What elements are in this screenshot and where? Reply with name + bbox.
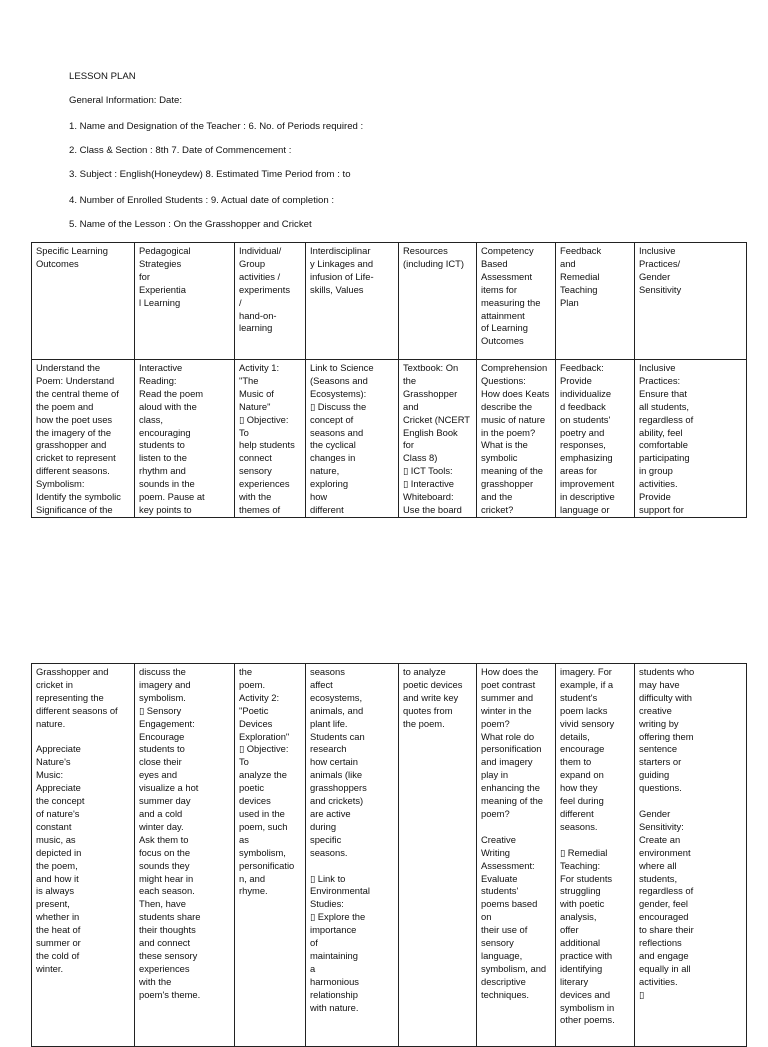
column-header: Resources (including ICT) (399, 243, 477, 360)
general-info: General Information: Date: (69, 95, 183, 106)
table-cell: Textbook: On the Grasshopper and Cricket (NCERT English Book for Class 8) ▯ ICT Tools: ▯ Interactive Whiteboard: Use the board (399, 360, 477, 518)
info-line: 1. Name and Designation of the Teacher : 6. No. of Periods required : (69, 121, 364, 132)
table-row (32, 360, 747, 518)
table-cell: Grasshopper and cricket in representing the different seasons of nature. Appreciate Nature's Music: Appreciate the concept of nature's constant music, as depicted in the poem, and how it is always present, whether in the heat of summer or the cold of winter. (32, 664, 135, 1047)
table-cell: discuss the imagery and symbolism. ▯ Sensory Engagement: Encourage students to close their eyes and visualize a hot summer day and a cold winter day. Ask them to focus on the sounds they might hear in each season. Then, have students share their thoughts and connect these sensory experiences with the poem's theme. (135, 664, 235, 1047)
column-header: Pedagogical Strategies for Experientia l Learning (135, 243, 235, 360)
column-header: Individual/ Group activities / experiments / hand-on- learning (235, 243, 306, 360)
table-cell: Comprehension Questions: How does Keats describe the music of nature in the poem? What is the symbolic meaning of the grasshopper and the cricket? (477, 360, 556, 518)
table-cell: Feedback: Provide individualize d feedback on students' poetry and responses, emphasizing areas for improvement in descriptive language or (556, 360, 635, 518)
info-line: 3. Subject : English(Honeydew) 8. Estimated Time Period from : to (69, 169, 351, 180)
column-header: Feedback and Remedial Teaching Plan (556, 243, 635, 360)
column-header: Inclusive Practices/ Gender Sensitivity (635, 243, 747, 360)
table-cell: imagery. For example, if a student's poem lacks vivid sensory details, encourage them to expand on how they feel during different seasons. ▯ Remedial Teaching: For students struggling with poetic analysis, offer additional practice with identifying literary devices and symbolism in other poems. (556, 664, 635, 1047)
table-cell: to analyze poetic devices and write key quotes from the poem. (399, 664, 477, 1047)
info-line: 2. Class & Section : 8th 7. Date of Commencement : (69, 145, 292, 156)
lesson-plan-table-continued (31, 663, 747, 1047)
column-header: Interdisciplinar y Linkages and infusion of Life- skills, Values (306, 243, 399, 360)
column-header: Competency Based Assessment items for measuring the attainment of Learning Outcomes (477, 243, 556, 360)
info-line: 5. Name of the Lesson : On the Grasshopper and Cricket (69, 219, 312, 230)
table-header-row (32, 243, 747, 360)
table-cell: Activity 1: "The Music of Nature" ▯ Objective: To help students connect sensory experiences with the themes of (235, 360, 306, 518)
table-cell: How does the poet contrast summer and winter in the poem? What role do personification and imagery play in enhancing the meaning of the poem? Creative Writing Assessment: Evaluate students' poems based on their use of sensory language, symbolism, and descriptive techniques. (477, 664, 556, 1047)
doc-title: LESSON PLAN (69, 71, 136, 82)
table-cell: seasons affect ecosystems, animals, and plant life. Students can research how certain animals (like grasshoppers and crickets) are active during specific seasons. ▯ Link to Environmental Studies: ▯ Explore the importance of maintaining a harmonious relationship with nature. (306, 664, 399, 1047)
table-cell: Link to Science (Seasons and Ecosystems): ▯ Discuss the concept of seasons and the cyclical changes in nature, exploring how different (306, 360, 399, 518)
column-header: Specific Learning Outcomes (32, 243, 135, 360)
lesson-plan-table (31, 242, 747, 518)
table-cell: Understand the Poem: Understand the central theme of the poem and how the poet uses the imagery of the grasshopper and cricket to represent different seasons. Symbolism: Identify the symbolic Significance of the (32, 360, 135, 518)
table-cell: Inclusive Practices: Ensure that all students, regardless of ability, feel comfortable participating in group activities. Provide support for (635, 360, 747, 518)
table-row (32, 664, 747, 1047)
table-cell: Interactive Reading: Read the poem aloud with the class, encouraging students to listen to the rhythm and sounds in the poem. Pause at key points to (135, 360, 235, 518)
table-cell: the poem. Activity 2: "Poetic Devices Exploration" ▯ Objective: To analyze the poetic devices used in the poem, such as symbolism, personificatio n, and rhyme. (235, 664, 306, 1047)
info-line: 4. Number of Enrolled Students : 9. Actual date of completion : (69, 195, 335, 206)
table-cell: students who may have difficulty with creative writing by offering them sentence starters or guiding questions. Gender Sensitivity: Create an environment where all students, regardless of gender, feel encouraged to share their reflections and engage equally in all activities. ▯ (635, 664, 747, 1047)
